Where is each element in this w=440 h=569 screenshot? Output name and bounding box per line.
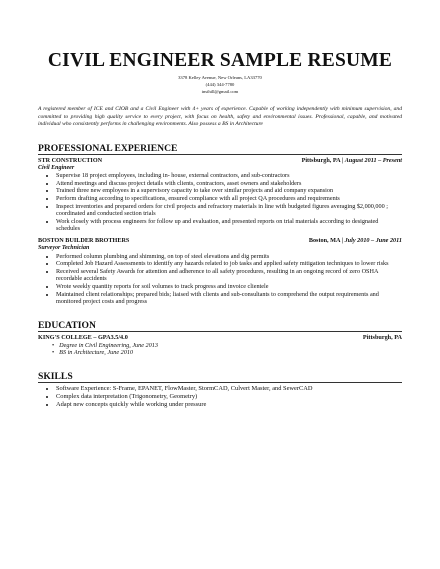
job-role: Surveyor Technician xyxy=(38,245,90,252)
job-dates: July 2010 – June 2011 xyxy=(344,237,402,245)
education-item: • Degree in Civil Engineering, June 2013 xyxy=(52,342,402,350)
job-entry xyxy=(38,237,402,306)
job-role: Civil Engineer xyxy=(38,164,75,171)
job-bullets xyxy=(38,172,402,233)
job-bullet: • Trained three new employees in a supervisory capacity to take over similar projects and aid company expansion xyxy=(56,187,402,195)
summary-paragraph: A registered member of ICE and CIOB and a Civil Engineer with 4+ years of experience. Capable of working independently with minimum supervision, and committed to providing high quality service to every project, with focus on health, safety and environmental issues. Professional, capable, and motivated individual who consistently performs in challenging environments. Also possess a BS in Architecture xyxy=(38,106,402,128)
job-bullet: • Maintained client relationships; prepared bids; liaised with clients and sub-consultants to comprehend the output requirements and monitored project costs and progress xyxy=(56,291,402,306)
resume-title: CIVIL ENGINEER SAMPLE RESUME xyxy=(47,50,393,71)
job-location: Boston, MA | xyxy=(308,237,344,245)
job-bullet: • Wrote weekly quantity reports for soil volumes to track progress and invoice clientele xyxy=(56,283,402,291)
education-items xyxy=(38,342,402,357)
skills-heading: SKILLS xyxy=(38,371,402,383)
job-location-dates xyxy=(302,157,402,165)
contact-address: 3378 Kelley Avenue, New Orleans, LA33770 xyxy=(178,75,262,80)
education-school: KING'S COLLEGE – GPA3.5/4.0 xyxy=(38,333,128,341)
job-entry xyxy=(38,157,402,233)
skill-item: • Software Experience: S-Frame, EPANET, FlowMaster, StormCAD, Culvert Master, and SewerCAD xyxy=(56,385,402,393)
job-bullets xyxy=(38,253,402,306)
job-bullet: • Perform drafting according to specifications, ensured compliance with all project QA procedures and requirements xyxy=(56,195,402,203)
job-company: STR CONSTRUCTION xyxy=(38,156,103,164)
experience-heading: PROFESSIONAL EXPERIENCE xyxy=(38,143,402,155)
job-bullet: • Performed column plumbing and shimming, on top of steel elevations and dig permits xyxy=(56,253,402,261)
job-bullet: • Supervise 18 project employees, including in- house, external contractors, and sub-contractors xyxy=(56,172,402,180)
job-dates: August 2011 – Present xyxy=(344,156,402,164)
contact-phone: (444) 344-7780 xyxy=(205,82,235,87)
job-bullet: • Received several Safety Awards for attention and adherence to all safety procedures, resulting in an ongoing record of zero OSHA recordable accidents xyxy=(56,268,402,283)
contact-block xyxy=(38,74,402,95)
job-bullet: • Completed Job Hazard Assessments to identify any hazards related to job tasks and applied safety mitigation techniques to lower risks xyxy=(56,260,402,268)
job-bullet: • Attend meetings and discuss project details with clients, contractors, asset owners and stakeholders xyxy=(56,180,402,188)
job-location-dates xyxy=(309,237,402,245)
job-company: BOSTON BUILDER BROTHERS xyxy=(38,237,130,245)
job-bullet: • Work closely with process engineers for follow up and evaluation, and presented reports on trial materials according to designated schedules xyxy=(56,218,402,233)
skill-item: • Complex data interpretation (Trigonometry, Geometry) xyxy=(56,393,402,401)
education-heading: EDUCATION xyxy=(38,320,402,332)
education-location: Pittsburgh, PA xyxy=(362,333,402,341)
job-location: Pittsburgh, PA | xyxy=(301,156,344,164)
skill-item: • Adapt new concepts quickly while working under pressure xyxy=(56,401,402,409)
contact-email: insihill@gmail.com xyxy=(201,89,239,94)
education-item: • BS in Architecture, June 2010 xyxy=(52,349,402,357)
skills-list xyxy=(38,385,402,409)
job-bullet: • Inspect inventories and prepared orders for civil projects and refractory materials in line with budgeted figures averaging $2,000,000 ; coordinated and conducted section trials xyxy=(56,203,402,218)
